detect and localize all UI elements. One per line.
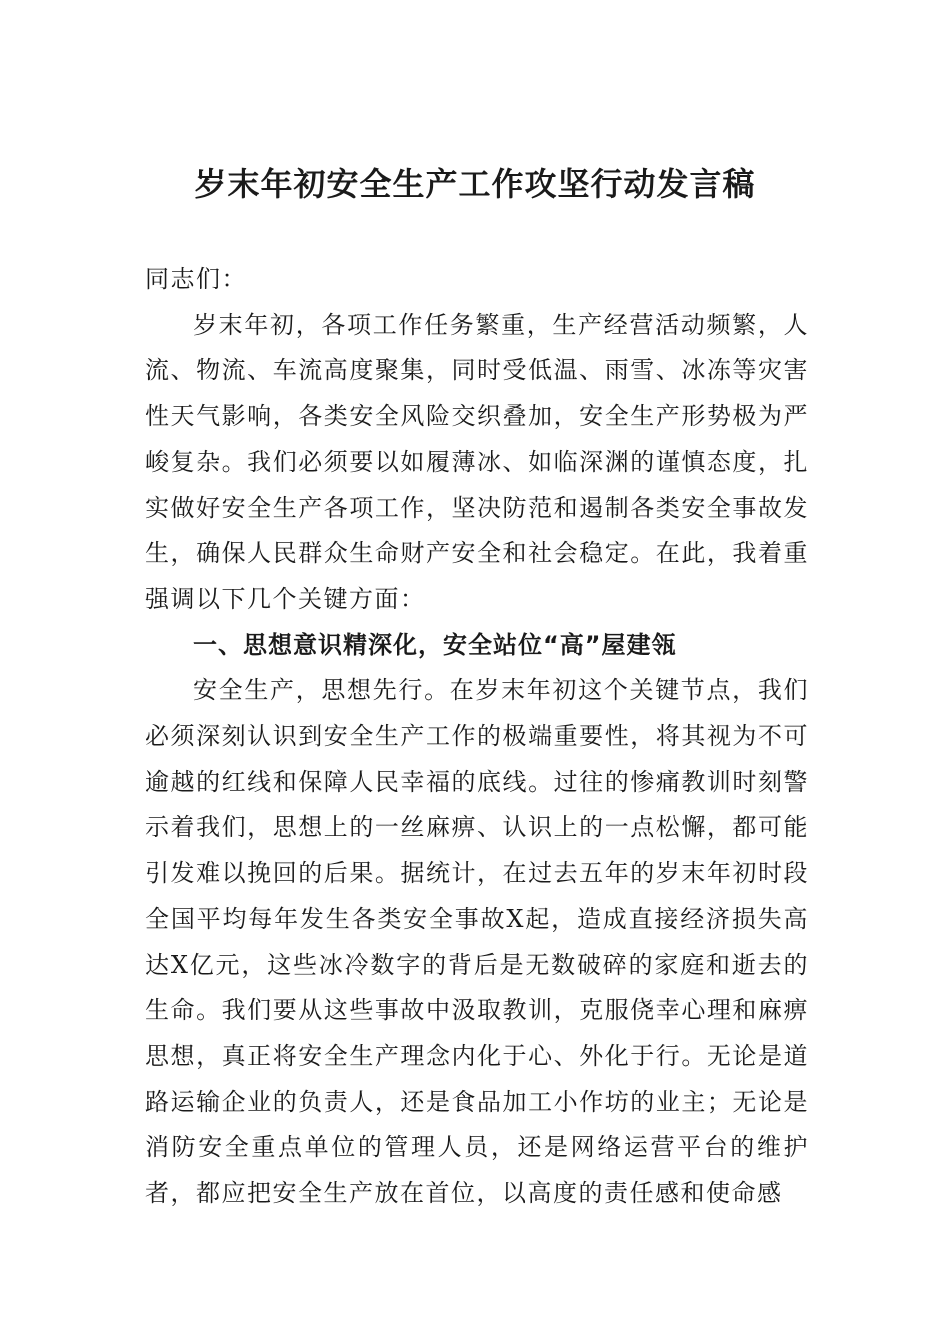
- section-heading-1: 一、思想意识精深化，安全站位“高”屋建瓴: [193, 630, 677, 659]
- document-body: [145, 257, 809, 1217]
- document-title: 岁末年初安全生产工作攻坚行动发言稿: [194, 165, 756, 203]
- salutation: 同志们：: [145, 265, 247, 293]
- paragraph-intro: 岁末年初，各项工作任务繁重，生产经营活动频繁，人流、物流、车流高度聚集，同时受低温、雨雪、冰冻等灾害性天气影响，各类安全风险交织叠加，安全生产形势极为严峻复杂。我们必须要以如履薄冰、如临深渊的谨慎态度，扎实做好安全生产各项工作，坚决防范和遏制各类安全事故发生，确保人民群众生命财产安全和社会稳定。在此，我着重强调以下几个关键方面：: [145, 310, 809, 613]
- paragraph-section-1: 安全生产，思想先行。在岁末年初这个关键节点，我们必须深刻认识到安全生产工作的极端重要性，将其视为不可逾越的红线和保障人民幸福的底线。过往的惨痛教训时刻警示着我们，思想上的一丝麻痹、认识上的一点松懈，都可能引发难以挽回的后果。据统计，在过去五年的岁末年初时段全国平均每年发生各类安全事故X起，造成直接经济损失高达X亿元，这些冰冷数字的背后是无数破碎的家庭和逝去的生命。我们要从这些事故中汲取教训，克服侥幸心理和麻痹思想，真正将安全生产理念内化于心、外化于行。无论是道路运输企业的负责人，还是食品加工小作坊的业主；无论是消防安全重点单位的管理人员，还是网络运营平台的维护者，都应把安全生产放在首位，以高度的责任感和使命感: [145, 676, 809, 1208]
